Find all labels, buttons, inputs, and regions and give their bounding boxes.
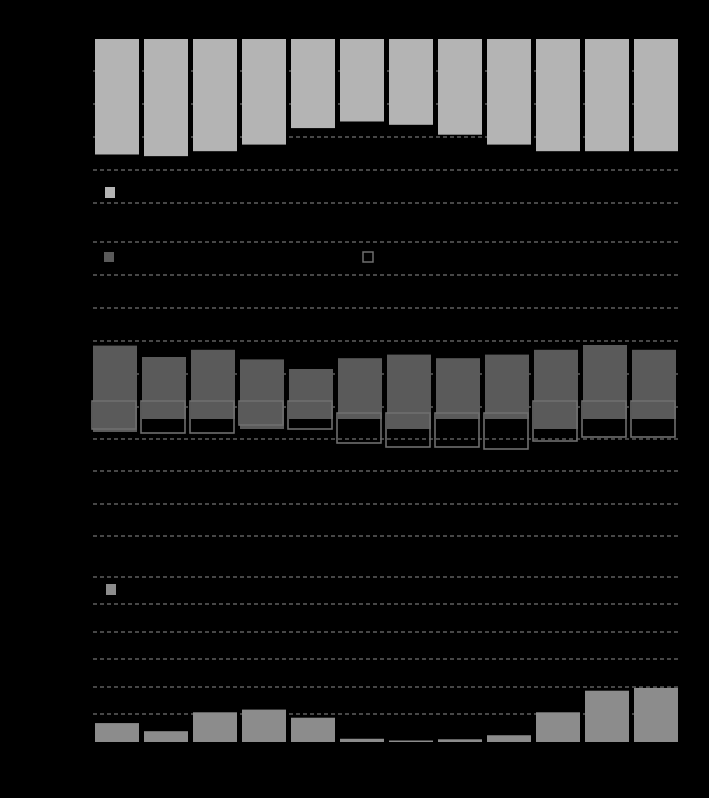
legend-marker-filled	[104, 252, 114, 262]
bar	[487, 735, 531, 742]
bar	[436, 358, 480, 419]
bar	[93, 346, 137, 432]
bar	[193, 39, 237, 151]
bar	[340, 39, 384, 122]
bar	[289, 369, 333, 419]
bar	[632, 350, 676, 419]
bar	[438, 739, 482, 742]
bar	[191, 350, 235, 419]
bar	[536, 712, 580, 742]
bar	[95, 39, 139, 155]
bar	[291, 39, 335, 128]
bar	[291, 718, 335, 742]
bar	[389, 741, 433, 743]
bar	[387, 355, 431, 429]
bar	[438, 39, 482, 135]
bar	[583, 345, 627, 419]
bar	[142, 357, 186, 419]
bar	[144, 731, 188, 742]
bar	[536, 39, 580, 151]
legend-marker	[106, 584, 116, 595]
bar	[534, 350, 578, 429]
bar	[144, 39, 188, 156]
bar	[389, 39, 433, 125]
bar	[585, 691, 629, 742]
legend-marker	[105, 187, 115, 198]
bar	[485, 355, 529, 419]
bar	[242, 710, 286, 742]
bar	[95, 723, 139, 742]
bar	[240, 359, 284, 429]
bar	[193, 712, 237, 742]
bar	[338, 358, 382, 419]
bar	[487, 39, 531, 145]
bar	[634, 688, 678, 742]
bar	[340, 739, 384, 742]
bar	[634, 39, 678, 151]
bar	[242, 39, 286, 145]
bar	[585, 39, 629, 151]
